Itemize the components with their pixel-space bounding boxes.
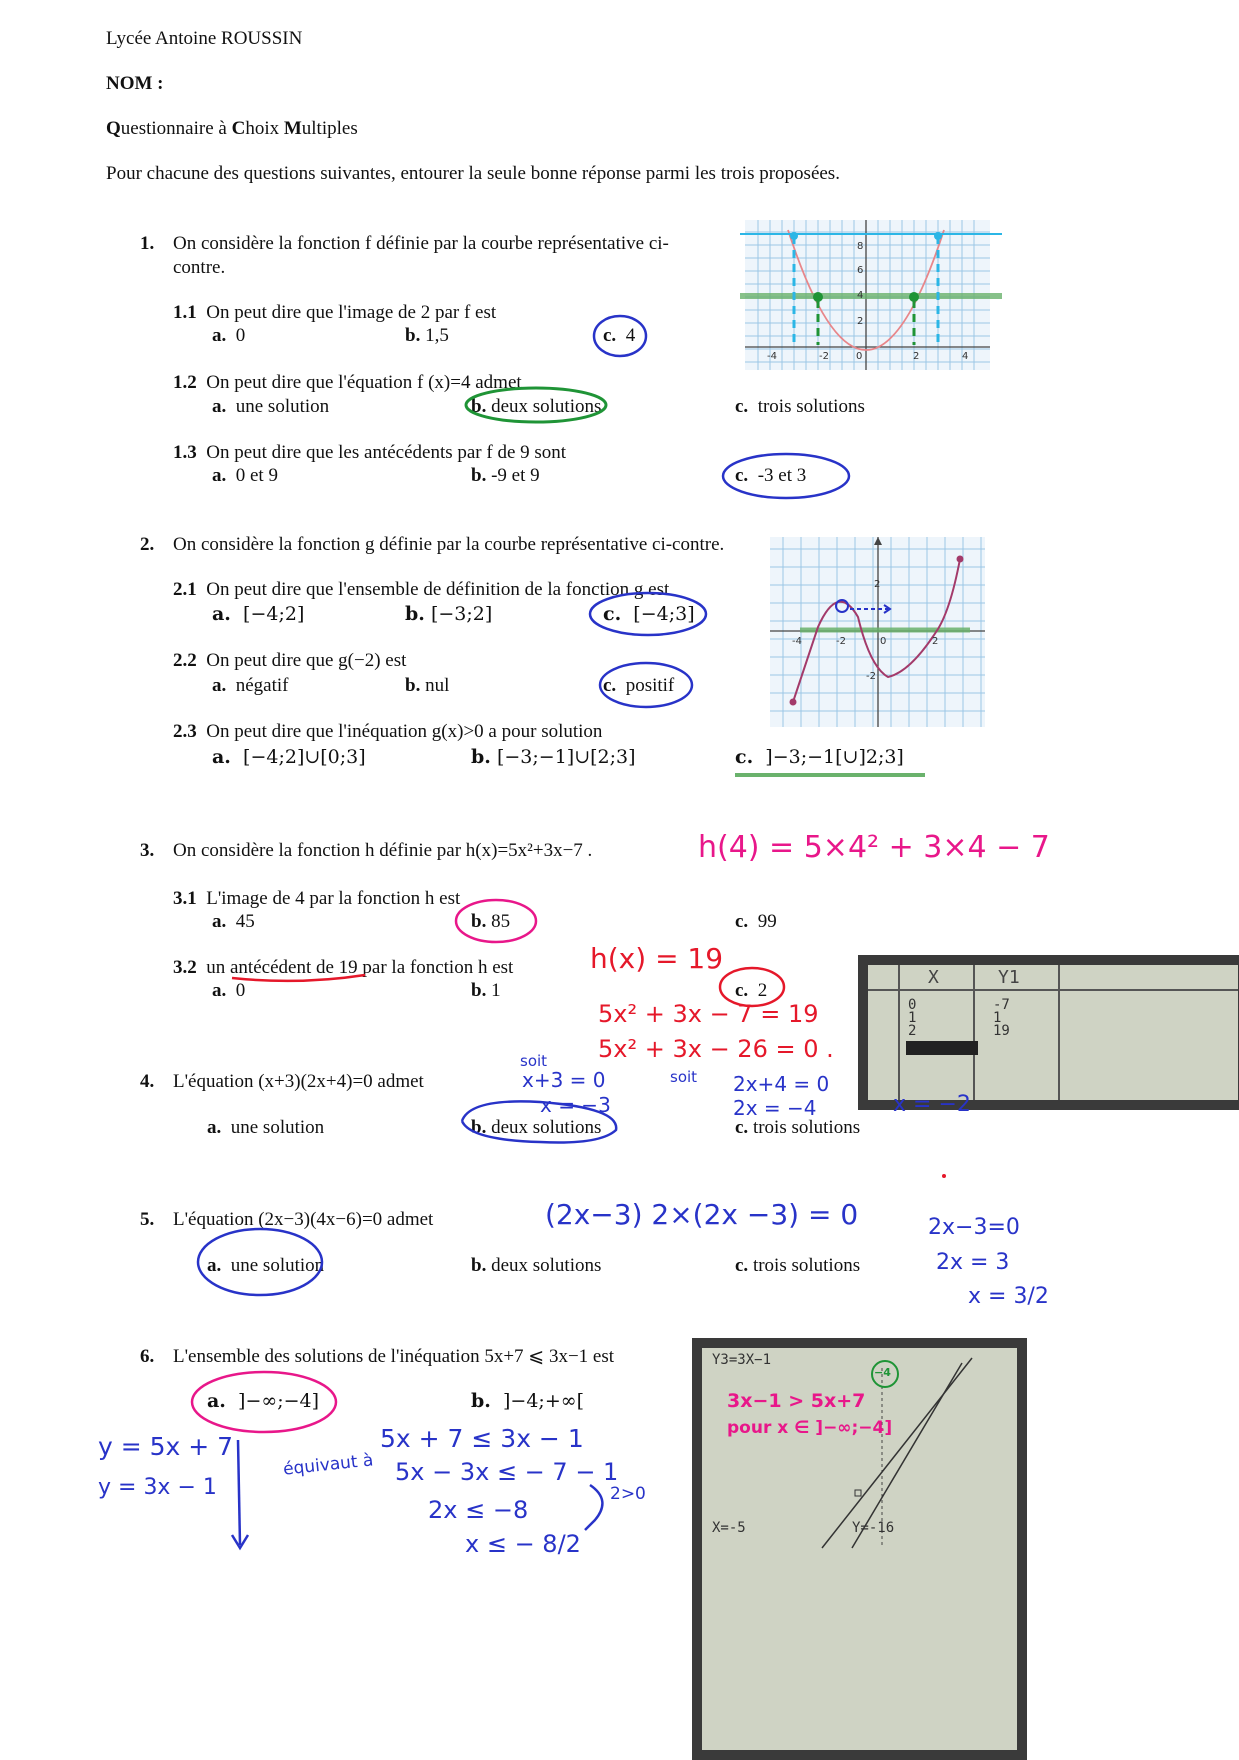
q4-option-a[interactable]: a. une solution bbox=[207, 1117, 325, 1138]
q1-3-question: 1.3 On peut dire que les antécédents par f de 9 sont bbox=[173, 442, 567, 463]
q2-1-option-a[interactable]: a. [−4;2] bbox=[212, 603, 305, 625]
hw-soit-2a: 2x+4 = 0 bbox=[733, 1072, 830, 1096]
hw-factor: (2x−3) 2×(2x −3) = 0 bbox=[545, 1198, 859, 1231]
q5-option-b[interactable]: b. deux solutions bbox=[471, 1255, 602, 1276]
hw-y2: y = 3x − 1 bbox=[98, 1475, 217, 1500]
hw-eq2: 5x² + 3x − 26 = 0 . bbox=[598, 1035, 834, 1063]
hw-x-minus-2: x = −2 bbox=[893, 1092, 971, 1117]
q1-1-option-b[interactable]: b. 1,5 bbox=[405, 325, 449, 346]
g-tick-x: 0 bbox=[880, 636, 887, 647]
q5-text: L'équation (2x−3)(4x−6)=0 admet bbox=[173, 1209, 434, 1230]
q3-2-question: 3.2 un antécédent de 19 par la fonction h est bbox=[173, 957, 514, 978]
hw-in3-note: 2>0 bbox=[610, 1484, 646, 1504]
q2-3-option-b[interactable]: b. [−3;−1]∪[2;3] bbox=[471, 746, 636, 768]
q1-3-option-a[interactable]: a. 0 et 9 bbox=[212, 465, 278, 486]
f-tick-x: -2 bbox=[819, 351, 829, 362]
hw-soit-1: soit bbox=[520, 1052, 548, 1070]
nom-label: NOM : bbox=[106, 73, 164, 94]
q1-1-option-c[interactable]: c. 4 bbox=[603, 325, 636, 346]
q2-number: 2. bbox=[140, 534, 155, 555]
q2-3-option-a[interactable]: a. [−4;2]∪[0;3] bbox=[212, 746, 366, 768]
hw-equiv: équivaut à bbox=[282, 1450, 375, 1480]
q1-2-question: 1.2 On peut dire que l'équation f (x)=4 admet bbox=[173, 372, 522, 393]
q2-3-option-c[interactable]: c. ]−3;−1[∪]2;3] bbox=[735, 746, 904, 768]
q1-1-question: 1.1 On peut dire que l'image de 2 par f est bbox=[173, 302, 497, 323]
calc-circle-label: −4 bbox=[874, 1366, 891, 1379]
calc-col-x: X bbox=[928, 967, 939, 988]
q5-option-c[interactable]: c. trois solutions bbox=[735, 1255, 861, 1276]
q3-1-option-a[interactable]: a. 45 bbox=[212, 911, 255, 932]
hw-in1: 5x + 7 ≤ 3x − 1 bbox=[380, 1424, 584, 1453]
q5-option-a[interactable]: a. une solution bbox=[207, 1255, 325, 1276]
g-tick-x: -4 bbox=[792, 636, 802, 647]
hw-in2: 5x − 3x ≤ − 7 − 1 bbox=[395, 1458, 619, 1486]
q2-text: On considère la fonction g définie par la courbe représentative ci-contre. bbox=[173, 534, 725, 555]
f-tick-x: -4 bbox=[767, 351, 777, 362]
q2-1-option-c[interactable]: c. [−4;3] bbox=[603, 603, 695, 625]
calc-y-values: -7 1 19 bbox=[993, 997, 1010, 1039]
q4-number: 4. bbox=[140, 1071, 155, 1092]
q2-2-option-c[interactable]: c. positif bbox=[603, 675, 675, 696]
q5-number: 5. bbox=[140, 1209, 155, 1230]
hw-soit-1b: x = −3 bbox=[540, 1093, 611, 1117]
document-title: Questionnaire à Choix Multiples bbox=[106, 118, 358, 139]
g-tick-y: 2 bbox=[874, 579, 881, 590]
hw-soit-2b: 2x = −4 bbox=[733, 1096, 817, 1120]
calc-graph-title: Y3=3X−1 bbox=[712, 1352, 772, 1368]
hw-in4: x ≤ − 8/2 bbox=[465, 1530, 581, 1558]
q1-number: 1. bbox=[140, 233, 155, 254]
calc-x-values: 0 1 2 bbox=[908, 997, 917, 1039]
q4-option-c[interactable]: c. trois solutions bbox=[735, 1117, 861, 1138]
q4-option-b[interactable]: b. deux solutions bbox=[471, 1117, 602, 1138]
q1-3-option-b[interactable]: b. -9 et 9 bbox=[471, 465, 540, 486]
q6-option-b[interactable]: b. ]−4;+∞[ bbox=[471, 1390, 584, 1412]
g-tick-y: -2 bbox=[866, 671, 876, 682]
f-tick-y: 8 bbox=[857, 241, 864, 252]
q3-2-option-c[interactable]: c. 2 bbox=[735, 980, 768, 1001]
q2-2-option-b[interactable]: b. nul bbox=[405, 675, 450, 696]
q3-1-option-b[interactable]: b. 85 bbox=[471, 911, 511, 932]
f-tick-y: 4 bbox=[857, 290, 864, 301]
q1-3-option-c[interactable]: c. -3 et 3 bbox=[735, 465, 807, 486]
hw-eq1: 5x² + 3x − 7 = 19 bbox=[598, 1000, 819, 1028]
calc-y-readout: Y=-16 bbox=[852, 1520, 895, 1536]
q6-text: L'ensemble des solutions de l'inéquation 5x+7 ⩽ 3x−1 est bbox=[173, 1346, 615, 1367]
q1-text-2: contre. bbox=[173, 257, 226, 278]
q2-1-option-b[interactable]: b. [−3;2] bbox=[405, 603, 493, 625]
calc-note-1: 3x−1 > 5x+7 bbox=[727, 1390, 866, 1412]
q3-2-option-b[interactable]: b. 1 bbox=[471, 980, 501, 1001]
q3-text: On considère la fonction h définie par h(x)=5x²+3x−7 . bbox=[173, 840, 593, 861]
f-tick-x: 0 bbox=[856, 351, 863, 362]
g-tick-x: -2 bbox=[836, 636, 846, 647]
q3-2-option-a[interactable]: a. 0 bbox=[212, 980, 246, 1001]
g-tick-x: 2 bbox=[932, 636, 939, 647]
q2-3-question: 2.3 On peut dire que l'inéquation g(x)>0 a pour solution bbox=[173, 721, 603, 742]
hw-y1: y = 5x + 7 bbox=[98, 1432, 234, 1461]
f-tick-y: 2 bbox=[857, 316, 864, 327]
hw-hx19: h(x) = 19 bbox=[590, 942, 724, 975]
q2-2-option-a[interactable]: a. négatif bbox=[212, 675, 289, 696]
hw-s5a: 2x−3=0 bbox=[928, 1215, 1020, 1240]
calc-note-2: pour x ∈ ]−∞;−4] bbox=[727, 1418, 893, 1438]
hw-in3: 2x ≤ −8 bbox=[428, 1496, 529, 1524]
q3-number: 3. bbox=[140, 840, 155, 861]
hw-s5c: x = 3/2 bbox=[968, 1284, 1049, 1309]
f-tick-x: 4 bbox=[962, 351, 969, 362]
q6-number: 6. bbox=[140, 1346, 155, 1367]
school-name: Lycée Antoine ROUSSIN bbox=[106, 28, 303, 49]
q1-2-option-a[interactable]: a. une solution bbox=[212, 396, 330, 417]
q1-1-option-a[interactable]: a. 0 bbox=[212, 325, 246, 346]
q3-1-option-c[interactable]: c. 99 bbox=[735, 911, 777, 932]
q1-text: On considère la fonction f définie par la courbe représentative ci- bbox=[173, 233, 669, 254]
q1-2-option-b[interactable]: b. deux solutions bbox=[471, 396, 602, 417]
f-tick-x: 2 bbox=[913, 351, 920, 362]
q4-text: L'équation (x+3)(2x+4)=0 admet bbox=[173, 1071, 424, 1092]
f-tick-y: 6 bbox=[857, 265, 864, 276]
q2-2-question: 2.2 On peut dire que g(−2) est bbox=[173, 650, 407, 671]
instruction: Pour chacune des questions suivantes, entourer la seule bonne réponse parmi les trois proposées. bbox=[106, 163, 840, 184]
calc-x-readout: X=-5 bbox=[712, 1520, 746, 1536]
q1-2-option-c[interactable]: c. trois solutions bbox=[735, 396, 865, 417]
hw-s5b: 2x = 3 bbox=[936, 1250, 1010, 1275]
calc-col-y1: Y1 bbox=[998, 967, 1020, 988]
q2-1-question: 2.1 On peut dire que l'ensemble de définition de la fonction g est bbox=[173, 579, 670, 600]
q3-1-question: 3.1 L'image de 4 par la fonction h est bbox=[173, 888, 461, 909]
hw-soit-1a: x+3 = 0 bbox=[522, 1068, 606, 1092]
hw-h4: h(4) = 5×4² + 3×4 − 7 bbox=[698, 830, 1050, 865]
q6-option-a[interactable]: a. ]−∞;−4] bbox=[207, 1390, 320, 1412]
hw-soit-2: soit bbox=[670, 1068, 698, 1086]
